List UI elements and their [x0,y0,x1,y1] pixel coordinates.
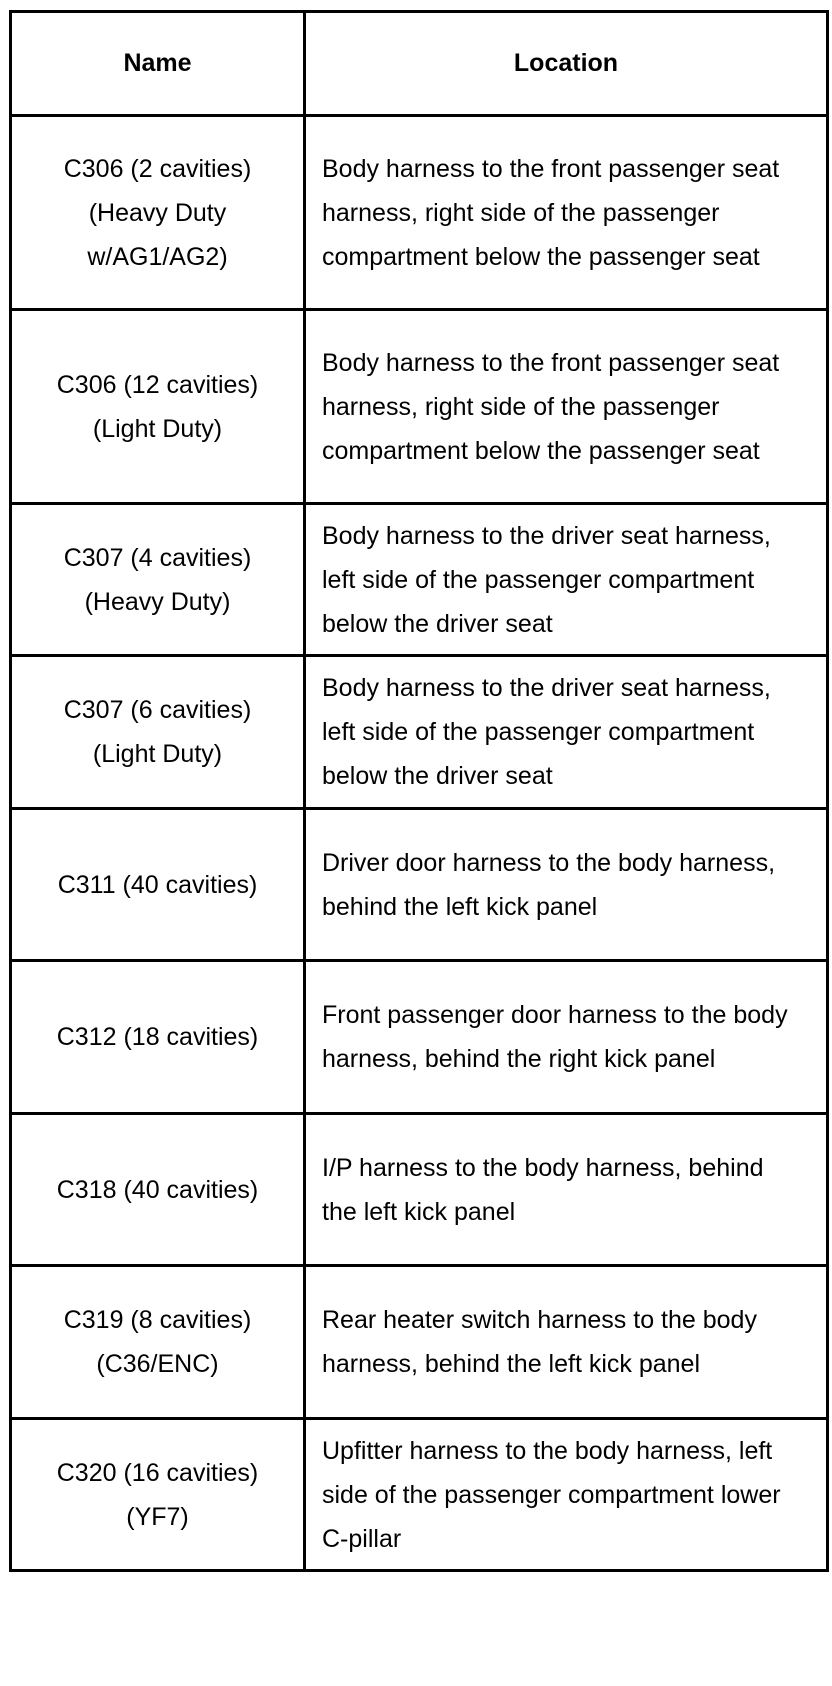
table-row [11,1266,828,1419]
connector-name-cell: C307 (6 cavities) (Light Duty) [11,656,305,809]
connector-name-cell: C319 (8 cavities) (C36/ENC) [11,1266,305,1419]
column-header-name: Name [11,12,305,116]
table-row [11,310,828,504]
connector-name-cell: C306 (12 cavities) (Light Duty) [11,310,305,504]
table-header-row [11,12,828,116]
table-row [11,809,828,961]
connector-location-cell: Front passenger door harness to the body harness, behind the right kick panel [305,961,828,1114]
table-row [11,1114,828,1266]
connector-location-cell: Body harness to the driver seat harness, left side of the passenger compartment below the driver seat [305,656,828,809]
connector-name-cell: C306 (2 cavities) (Heavy Duty w/AG1/AG2) [11,116,305,310]
table-row [11,961,828,1114]
table-row [11,504,828,656]
table-row [11,656,828,809]
connector-name-cell: C307 (4 cavities) (Heavy Duty) [11,504,305,656]
connector-location-cell: Body harness to the driver seat harness, left side of the passenger compartment below the driver seat [305,504,828,656]
connector-location-cell: Body harness to the front passenger seat harness, right side of the passenger compartment below the passenger seat [305,116,828,310]
connector-location-cell: Driver door harness to the body harness, behind the left kick panel [305,809,828,961]
table-row [11,116,828,310]
connector-location-cell: Upfitter harness to the body harness, left side of the passenger compartment lower C-pillar [305,1419,828,1571]
connector-location-table [9,10,829,1572]
connector-location-cell: Rear heater switch harness to the body harness, behind the left kick panel [305,1266,828,1419]
connector-name-cell: C320 (16 cavities) (YF7) [11,1419,305,1571]
connector-name-cell: C311 (40 cavities) [11,809,305,961]
column-header-location: Location [305,12,828,116]
connector-name-cell: C318 (40 cavities) [11,1114,305,1266]
table-row [11,1419,828,1571]
connector-name-cell: C312 (18 cavities) [11,961,305,1114]
connector-location-cell: I/P harness to the body harness, behind the left kick panel [305,1114,828,1266]
connector-location-cell: Body harness to the front passenger seat harness, right side of the passenger compartment below the passenger seat [305,310,828,504]
